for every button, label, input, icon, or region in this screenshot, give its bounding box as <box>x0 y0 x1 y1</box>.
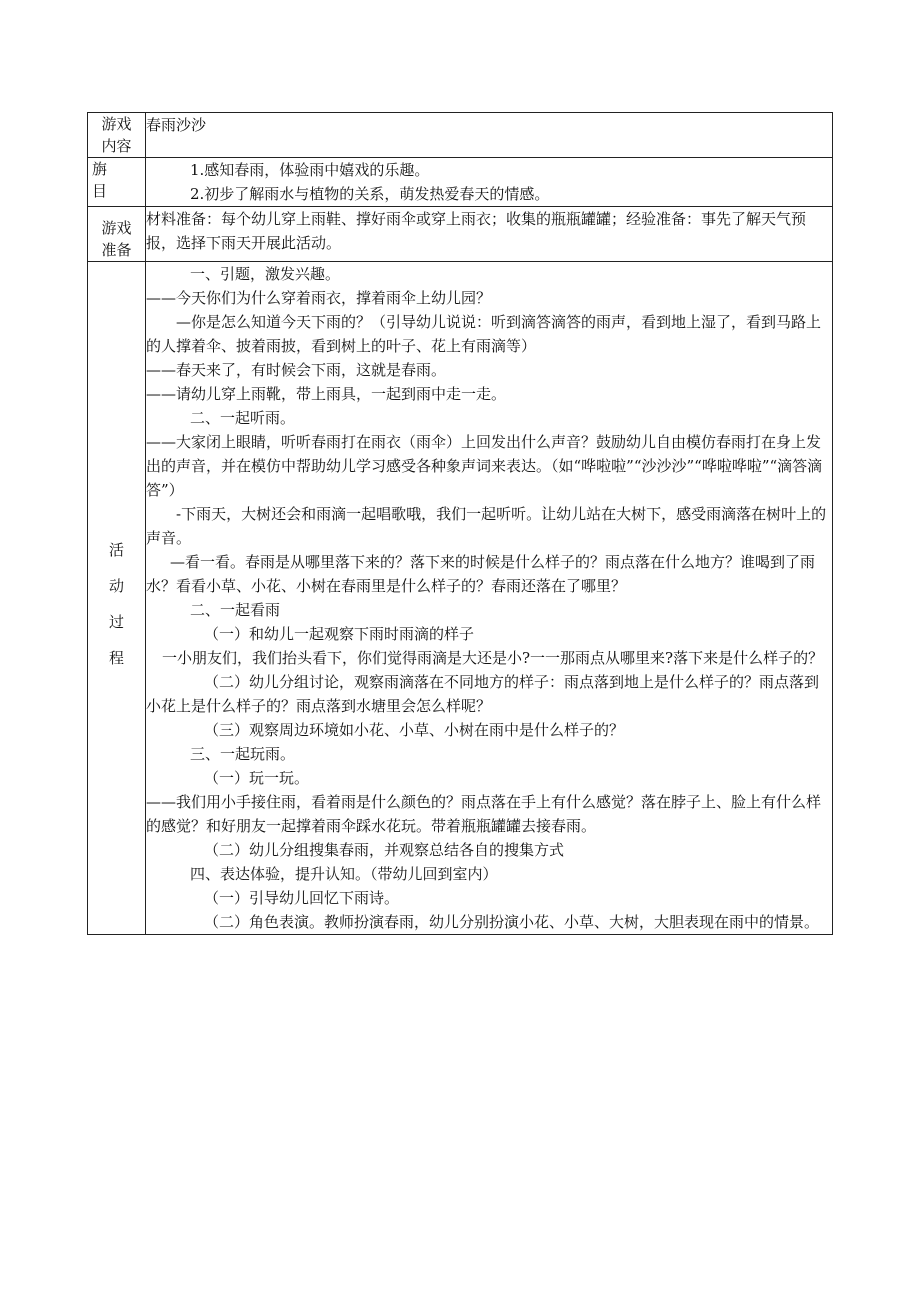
process-paragraph: ——我们用小手接住雨，看着雨是什么颜色的？雨点落在手上有什么感觉？落在脖子上、脸上有什么样的感觉？和好朋友一起撑着雨伞踩水花玩。带着瓶瓶罐罐去接春雨。 <box>146 793 822 835</box>
label-line: 游戏 <box>101 115 132 133</box>
row-prep <box>88 207 833 262</box>
game-title: 春雨沙沙 <box>146 113 833 158</box>
prep-content: 材料准备：每个幼儿穿上雨鞋、撑好雨伞或穿上雨衣；收集的瓶瓶罐罐；经验准备：事先了解天气预报，选择下雨天开展此活动。 <box>146 207 833 262</box>
label-line: 旃 <box>92 160 108 178</box>
process-paragraph: —看一看。春雨是从哪里落下来的？落下来的时候是什么样子的？雨点落在什么地方？谁喝到了雨水？看看小草、小花、小树在春雨里是什么样子的？春雨还落在了哪里？ <box>146 553 816 595</box>
row-process <box>88 262 833 935</box>
process-paragraph: ——大家闭上眼睛，听听春雨打在雨衣（雨伞）上回发出什么声音？鼓励幼儿自由模仿春雨打在身上发出的声音，并在模仿中帮助幼儿学习感受各种象声词来表达。（如“哗啦啦”“沙沙沙”“哗啦哗啦”“滴答滴答”） <box>146 433 823 499</box>
process-paragraph: （二）幼儿分组搜集春雨，并观察总结各自的搜集方式 <box>204 841 565 859</box>
label-line: 目 <box>92 182 108 200</box>
label-game-content <box>88 113 146 158</box>
process-paragraph: （一）引导幼儿回忆下雨诗。 <box>204 889 400 907</box>
process-paragraph: 二、一起听雨。 <box>190 409 296 427</box>
label-prep <box>88 207 146 262</box>
label-line: 准备 <box>101 241 132 259</box>
process-paragraph: 二、一起看雨 <box>190 601 281 619</box>
goal-line: 2.初步了解雨水与植物的关系，萌发热爱春天的情感。 <box>190 185 550 203</box>
process-paragraph: （一）玩一玩。 <box>204 769 310 787</box>
process-paragraph: —你是怎么知道今天下雨的？（引导幼儿说说：听到滴答滴答的雨声，看到地上湿了，看到马路上的人撑着伞、披着雨披，看到树上的叶子、花上有雨滴等） <box>146 313 822 355</box>
row-game-content <box>88 113 833 158</box>
process-paragraph: ——春天来了，有时候会下雨，这就是春雨。 <box>146 361 447 379</box>
process-paragraph: （一）和幼儿一起观察下雨时雨滴的样子 <box>204 625 475 643</box>
process-paragraph: -下雨天，大树还会和雨滴一起唱歌哦，我们一起听听。让幼儿站在大树下，感受雨滴落在树叶上的声音。 <box>146 505 827 547</box>
goal-line: 1.感知春雨，体验雨中嬉戏的乐趣。 <box>190 161 430 179</box>
label-line: 游戏 <box>101 219 132 237</box>
goal-content <box>146 158 833 207</box>
process-paragraph: 四、表达体验，提升认知。（带幼儿回到室内） <box>190 865 498 883</box>
process-paragraph: ——请幼儿穿上雨靴，带上雨具，一起到雨中走一走。 <box>146 385 507 403</box>
label-char: 程 <box>108 649 124 667</box>
process-paragraph: 一小朋友们，我们抬头看下，你们觉得雨滴是大还是小?一一那雨点从哪里来?落下来是什么样子的？ <box>162 649 824 667</box>
label-char: 过 <box>108 613 124 631</box>
label-line: 内容 <box>101 137 132 155</box>
label-char: 动 <box>108 577 124 595</box>
label-process <box>88 262 146 935</box>
process-paragraph: （二）幼儿分组讨论，观察雨滴落在不同地方的样子：雨点落到地上是什么样子的？雨点落到小花上是什么样子的？雨点落到水塘里会怎么样呢？ <box>146 673 820 715</box>
process-paragraph: 一、引题，激发兴趣。 <box>190 265 341 283</box>
process-paragraph: 三、一起玩雨。 <box>190 745 296 763</box>
process-content <box>146 262 833 935</box>
row-goal <box>88 158 833 207</box>
process-paragraph: （二）角色表演。教师扮演春雨，幼儿分别扮演小花、小草、大树，大胆表现在雨中的情景。 <box>204 913 820 931</box>
process-paragraph: （三）观察周边环境如小花、小草、小树在雨中是什么样子的？ <box>204 721 625 739</box>
process-paragraph: ——今天你们为什么穿着雨衣，撑着雨伞上幼儿园？ <box>146 289 492 307</box>
label-goal <box>88 158 146 207</box>
label-char: 活 <box>108 541 124 559</box>
lesson-plan-table <box>87 112 833 935</box>
